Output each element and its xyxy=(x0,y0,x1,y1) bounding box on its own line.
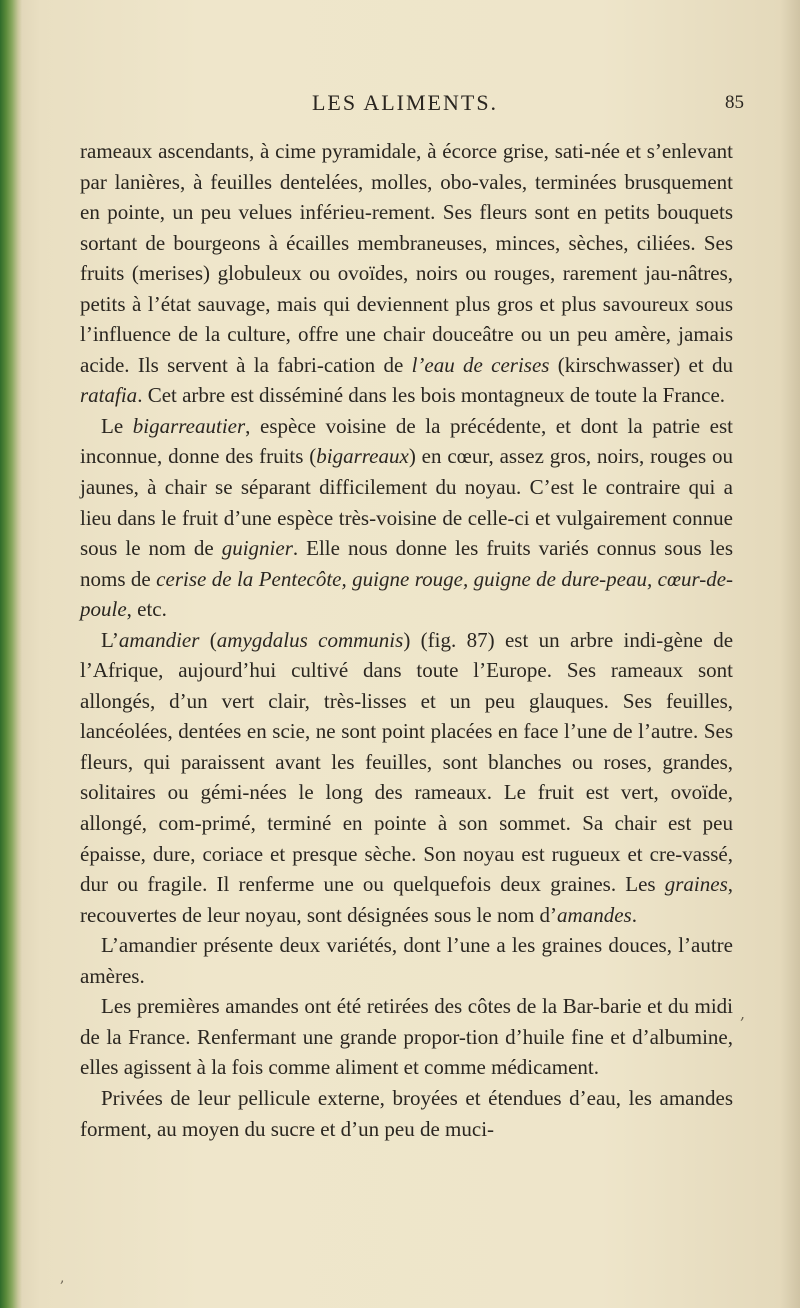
text-run: Privées de leur pellicule externe, broyées et étendues d’eau, les amandes forment, au moyen du sucre et d’un peu de muci- xyxy=(80,1085,733,1141)
text-run: L’ xyxy=(101,627,119,652)
text-run-italic: bigarreautier xyxy=(132,413,246,438)
paragraph xyxy=(80,136,733,411)
text-run: , etc. xyxy=(126,597,167,622)
text-run: rameaux ascendants, à cime pyramidale, à écorce grise, sati-née et s’enlevant par lanières, à feuilles dentelées, molles, obo-vales, terminées brusquement en pointe, un peu velues inférieu-rement. Ses fleurs sont en petits bouquets sortant de bourgeons à écailles membraneuses, minces, sèches, ciliées. Ses fruits (merises) globuleux ou ovoïdes, noirs ou rouges, rarement jau-nâtres, petits à l’état sauvage, mais qui deviennent plus gros et plus savoureux sous l’influence de la culture, offre une chair douceâtre ou un peu amère, jamais acide. Ils servent à la fabri-cation de xyxy=(80,139,733,377)
margin-pen-mark: , xyxy=(60,1270,65,1286)
text-run: . xyxy=(631,902,637,927)
body-text xyxy=(80,136,733,1144)
margin-pen-mark: , xyxy=(740,1004,746,1023)
paragraph xyxy=(80,1083,733,1144)
book-binding-edge xyxy=(0,0,22,1308)
text-run: ) en cœur, assez gros, noirs, rouges ou jaunes, à chair se séparant difficilement du noyau. C’est le contraire qui a lieu dans le fruit d’une espèce très-voisine de celle-ci et vulgairement connue sous le nom de xyxy=(80,444,733,561)
text-run-italic: guignier xyxy=(221,536,293,561)
text-run: L’amandier présente deux variétés, dont l’une a les graines douces, l’autre amères. xyxy=(80,933,733,988)
text-run: . Elle nous donne les fruits variés connus sous les noms de xyxy=(80,536,733,591)
text-run-italic: bigarreaux xyxy=(316,444,409,469)
text-run-italic: amandes xyxy=(557,902,632,927)
paragraph xyxy=(80,625,733,930)
text-run-italic: amandier xyxy=(118,627,200,652)
text-run: ( xyxy=(199,627,217,652)
text-run-italic: ratafia xyxy=(80,383,138,408)
text-run: . Cet arbre est disséminé dans les bois montagneux de toute la France. xyxy=(137,383,726,408)
text-run: Les premières amandes ont été retirées des côtes de la Bar-barie et du midi de la France. Renfermant une grande propor-tion d’huile fine et d’albumine, elles agissent à la fois comme aliment et comme médicament. xyxy=(80,994,733,1080)
text-run-italic: amygdalus communis xyxy=(216,627,404,652)
text-run: (kirschwasser) et du xyxy=(549,352,734,377)
text-run-italic: cerise de la Pentecôte, guigne rouge, guigne de dure-peau, cœur-de-poule xyxy=(80,566,734,622)
text-run-italic: l’eau de cerises xyxy=(411,352,550,377)
paragraph xyxy=(80,411,733,625)
page-number: 85 xyxy=(725,92,744,113)
paragraph xyxy=(80,930,733,991)
text-run: , recouvertes de leur noyau, sont désignées sous le nom d’ xyxy=(80,872,733,927)
text-run: Le xyxy=(101,413,133,438)
text-run-italic: graines xyxy=(664,872,728,897)
text-run: ) (fig. 87) est un arbre indi-gène de l’Afrique, aujourd’hui cultivé dans toute l’Europe. Ses rameaux sont allongés, d’un vert clair, très-lisses et un peu glauques. Ses feuilles, lancéolées, dentées en scie, ne sont point placées en face l’une de l’autre. Ses fleurs, qui paraissent avant les feuilles, sont blanches ou roses, grandes, solitaires ou gémi-nées le long des rameaux. Le fruit est vert, ovoïde, allongé, com-primé, terminé en pointe à son sommet. Sa chair est peu épaisse, dure, coriace et presque sèche. Son noyau est rugueux et cre-vassé, dur ou fragile. Il renferme une ou quelquefois deux graines. Les xyxy=(80,627,734,897)
page-header xyxy=(0,88,800,118)
running-title: LES ALIMENTS. xyxy=(311,90,499,115)
text-run: , espèce voisine de la précédente, et dont la patrie est inconnue, donne des fruits ( xyxy=(80,413,733,469)
paragraph xyxy=(80,991,733,1083)
